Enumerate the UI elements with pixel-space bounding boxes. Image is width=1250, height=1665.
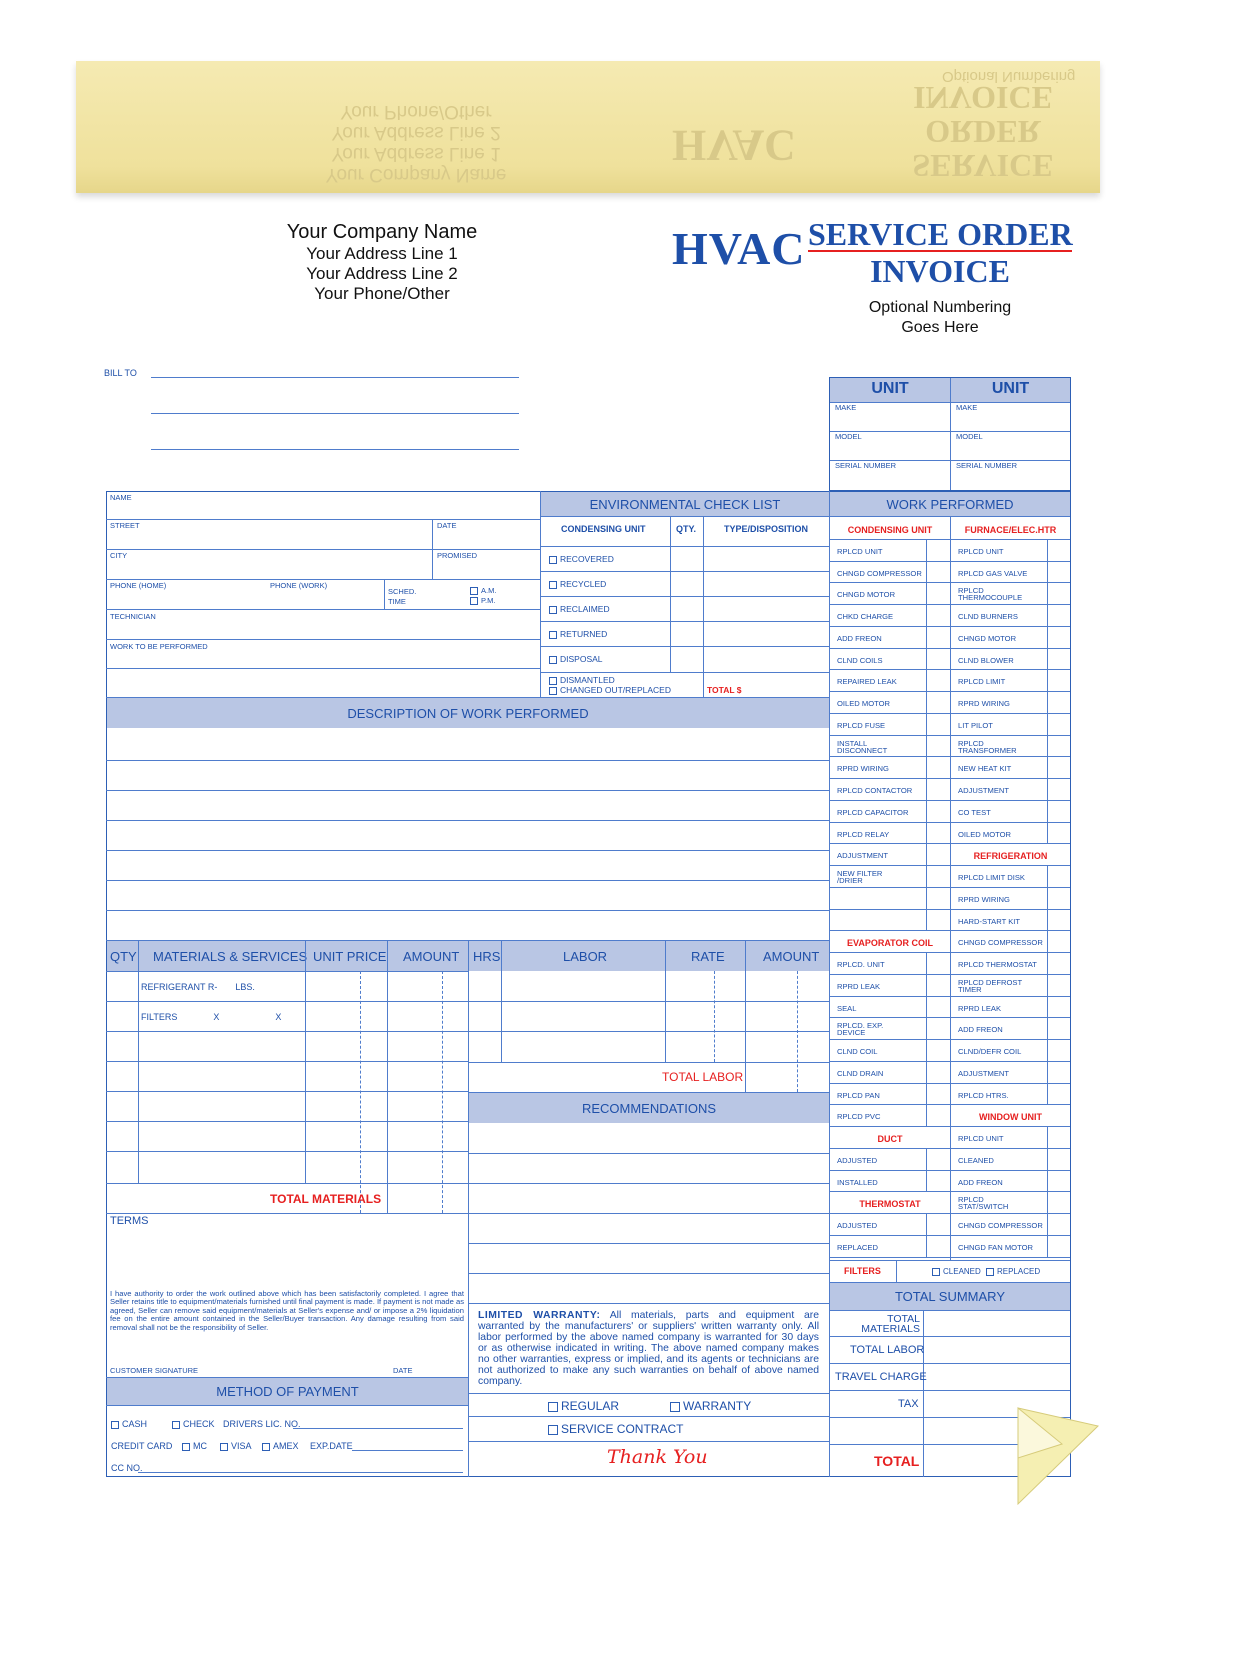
regular-checkbox[interactable]: REGULAR: [548, 1399, 619, 1413]
work-item[interactable]: CHKD CHARGE: [837, 612, 894, 621]
thank-you-script: Thank You: [607, 1446, 708, 1468]
carbon-line3: Your Address Line 2: [331, 122, 501, 143]
description-line[interactable]: [106, 820, 829, 821]
work-item[interactable]: RPLCD FUSE: [837, 720, 886, 730]
terms-label: TERMS: [110, 1215, 149, 1227]
customer-signature-label[interactable]: CUSTOMER SIGNATURE: [110, 1366, 199, 1375]
work-item[interactable]: RPRD WIRING: [837, 764, 889, 774]
total-materials-label: TOTAL MATERIALS: [270, 1192, 382, 1206]
work-item[interactable]: REPLACED: [837, 1242, 878, 1252]
page-curl-icon: [1000, 1386, 1100, 1506]
mat-col-amount: AMOUNT: [403, 949, 460, 964]
labor-col-amount: AMOUNT: [763, 949, 820, 964]
work-section-header: DUCT: [877, 1134, 903, 1144]
materials-row[interactable]: [106, 1031, 468, 1032]
work-item[interactable]: CHNGD COMPRESSOR: [837, 568, 922, 578]
env-item-checkbox[interactable]: RETURNED: [549, 629, 607, 639]
work-item[interactable]: CLND COIL: [837, 1047, 878, 1056]
work-item[interactable]: RPLCD UNIT: [958, 546, 1004, 556]
carbon-line2: Your Address Line 1: [331, 143, 501, 164]
carbon-copy-band: [76, 61, 1100, 193]
drivers-license-field[interactable]: DRIVERS LIC. NO.: [223, 1419, 301, 1429]
promised-field[interactable]: PROMISED: [437, 551, 478, 560]
payment-header: METHOD OF PAYMENT: [107, 1378, 468, 1405]
work-item[interactable]: CHNGD MOTOR: [958, 633, 1017, 643]
dismantled-checkbox[interactable]: DISMANTLED: [549, 675, 615, 685]
work-item[interactable]: CLND DRAIN: [837, 1068, 884, 1078]
warranty-body: All materials, parts and equipment are warranted by the manufacturers' or suppliers' written warranty only. All labor performed by the above named company is warranted for 30 days or as otherwise indicated in writing. The above named company makes no other warranties, express or implied, and its agents or technicians are not authorized to make any such warranties on behalf of above named company.: [478, 1310, 819, 1387]
env-checklist-header: ENVIRONMENTAL CHECK LIST: [541, 492, 829, 516]
work-item[interactable]: RPRD LEAK: [958, 1003, 1002, 1013]
title-rule: [808, 250, 1072, 252]
bill-to-label: BILL TO: [104, 368, 137, 378]
work-section-header: EVAPORATOR COIL: [846, 938, 933, 949]
work-item[interactable]: NEW HEAT KIT: [958, 764, 1012, 774]
work-item[interactable]: NEW FILTER /DRIER: [837, 869, 883, 885]
numbering-line2: Goes Here: [901, 319, 979, 336]
mat-col-qty: QTY: [110, 949, 137, 964]
phone-home-field[interactable]: PHONE (HOME): [110, 581, 167, 590]
recommendation-line[interactable]: [469, 1153, 829, 1154]
work-item[interactable]: CHNGD MOTOR: [837, 590, 896, 600]
work-item[interactable]: ADD FREON: [958, 1177, 1003, 1187]
env-item-checkbox[interactable]: RECLAIMED: [549, 604, 610, 614]
work-item[interactable]: RPLCD LIMIT: [958, 677, 1006, 687]
work-item[interactable]: RPRD WIRING: [958, 699, 1010, 708]
work-section-header: FURNACE/ELEC.HTR: [964, 525, 1057, 535]
title-invoice: INVOICE: [870, 253, 1010, 289]
env-col-type: TYPE/DISPOSITION: [724, 524, 809, 534]
labor-row[interactable]: [469, 1031, 829, 1032]
warranty-title: LIMITED WARRANTY:: [478, 1310, 601, 1321]
work-section-header: WINDOW UNIT: [979, 1112, 1042, 1123]
unit-serial-label[interactable]: SERIAL NUMBER: [835, 461, 896, 470]
carbon-line4: Your Phone/Other: [340, 101, 492, 122]
materials-row[interactable]: [106, 1121, 468, 1122]
work-item[interactable]: ADJUSTMENT: [958, 1068, 1010, 1078]
description-line[interactable]: [106, 880, 829, 881]
total-labor-label: TOTAL LABOR: [662, 1070, 744, 1084]
summary-grand-total[interactable]: TOTAL: [874, 1453, 920, 1469]
phone-work-field[interactable]: PHONE (WORK): [270, 581, 328, 590]
labor-row[interactable]: [469, 1001, 829, 1002]
work-item[interactable]: RPLCD PVC: [837, 1112, 881, 1122]
description-line[interactable]: [106, 850, 829, 851]
carbon-numbering: Optional Numbering: [942, 68, 1076, 85]
description-header: DESCRIPTION OF WORK PERFORMED: [107, 698, 829, 728]
warranty-checkbox[interactable]: WARRANTY: [670, 1399, 751, 1413]
work-item[interactable]: RPLCD GAS VALVE: [958, 568, 1028, 578]
work-item[interactable]: CLEANED: [958, 1155, 994, 1165]
materials-row[interactable]: [106, 1091, 468, 1092]
unit-make-label[interactable]: MAKE: [956, 403, 978, 412]
bill-to-line[interactable]: [151, 413, 519, 414]
work-item[interactable]: RPRD LEAK: [837, 981, 881, 991]
carbon-title1: SERVICE ORDER: [912, 114, 1054, 184]
materials-row[interactable]: [106, 1061, 468, 1062]
work-item[interactable]: REPAIRED LEAK: [837, 677, 897, 687]
check-checkbox[interactable]: CHECK: [172, 1419, 215, 1429]
materials-row[interactable]: [106, 971, 468, 972]
labor-col-labor: LABOR: [563, 949, 608, 964]
hvac-logo: HVAC: [672, 223, 806, 274]
unit-model-label[interactable]: MODEL: [956, 432, 983, 441]
recommendation-line[interactable]: [469, 1243, 829, 1244]
work-item[interactable]: LIT PILOT: [958, 720, 993, 730]
summary-total-labor[interactable]: TOTAL LABOR: [850, 1344, 925, 1356]
mat-col-ms: MATERIALS & SERVICES: [153, 949, 308, 964]
unit-model-label[interactable]: MODEL: [835, 432, 862, 441]
work-to-perform-field[interactable]: WORK TO BE PERFORMED: [110, 642, 208, 651]
mat-col-unit-price: UNIT PRICE: [313, 949, 387, 964]
time-label: TIME: [388, 597, 406, 606]
service-contract-checkbox[interactable]: SERVICE CONTRACT: [548, 1422, 683, 1436]
work-item[interactable]: RPLCD STAT/SWITCH: [958, 1195, 1009, 1212]
numbering-line1: Optional Numbering: [868, 299, 1012, 316]
description-line[interactable]: [106, 790, 829, 791]
recommendation-line[interactable]: [469, 1303, 829, 1304]
visa-checkbox[interactable]: VISA: [220, 1441, 252, 1451]
work-item[interactable]: RPLCD DEFROST TIMER: [958, 977, 1022, 994]
materials-row[interactable]: [106, 1151, 468, 1152]
work-item[interactable]: CO TEST: [958, 807, 991, 817]
recommendations-header: RECOMMENDATIONS: [469, 1093, 829, 1123]
changed-out-checkbox[interactable]: CHANGED OUT/REPLACED: [549, 685, 671, 695]
work-item[interactable]: CLND BLOWER: [958, 655, 1014, 665]
bill-to-line[interactable]: [151, 377, 519, 378]
env-item-checkbox[interactable]: DISPOSAL: [549, 654, 603, 664]
am-checkbox[interactable]: A.M.: [470, 586, 496, 595]
technician-field[interactable]: TECHNICIAN: [110, 612, 156, 621]
work-section-header: CONDENSING UNIT: [847, 525, 933, 535]
work-item[interactable]: ADJUSTMENT: [958, 786, 1010, 795]
filters-label: FILTERS: [844, 1266, 881, 1276]
work-item[interactable]: RPLCD UNIT: [958, 1134, 1004, 1143]
work-item[interactable]: RPLCD THERMOCOUPLE: [958, 586, 1023, 603]
work-section-header: REFRIGERATION: [973, 851, 1048, 862]
company-address-2: Your Address Line 2: [306, 264, 458, 283]
work-item[interactable]: ADJUSTED: [837, 1221, 878, 1230]
work-item[interactable]: INSTALL DISCONNECT: [837, 738, 888, 755]
work-item[interactable]: RPLCD RELAY: [837, 829, 890, 839]
description-line[interactable]: [106, 910, 829, 911]
total-summary-header: TOTAL SUMMARY: [830, 1283, 1070, 1310]
work-item[interactable]: RPLCD CONTACTOR: [837, 786, 913, 795]
env-item-checkbox[interactable]: RECOVERED: [549, 554, 614, 564]
cc-number-field[interactable]: CC NO.: [111, 1463, 143, 1473]
work-item[interactable]: ADD FREON: [958, 1025, 1003, 1035]
company-address-1: Your Address Line 1: [306, 244, 458, 263]
filters-row[interactable]: FILTERS X X: [141, 1012, 282, 1022]
signature-date-label[interactable]: DATE: [393, 1366, 413, 1375]
work-item[interactable]: HARD-START KIT: [958, 916, 1021, 926]
terms-text: I have authority to order the work outlined above which has been satisfactorily completed. I agree that Seller retains title to equipment/materials furnished until final payment is made. If payment is not made as agreed, Seller can remove said equipment/materials at Seller's expense and/ or impose a 2% liquidation fee on the entire amount contained in the Seller/Buyer transaction. Any damage resulting from said removal shall not be the responsibility of Seller.: [110, 1289, 464, 1332]
recommendation-line[interactable]: [469, 1273, 829, 1274]
credit-card-label: CREDIT CARD: [111, 1441, 173, 1451]
carbon-hvac: HVAC: [672, 121, 796, 170]
work-item[interactable]: OILED MOTOR: [837, 699, 891, 708]
labor-col-rate: RATE: [691, 949, 725, 964]
cash-checkbox[interactable]: CASH: [111, 1419, 147, 1429]
unit-make-label[interactable]: MAKE: [835, 403, 857, 412]
materials-row[interactable]: [106, 1001, 468, 1002]
carbon-title2: INVOICE: [913, 80, 1053, 116]
work-item[interactable]: RPLCD. UNIT: [837, 960, 885, 969]
company-name: Your Company Name: [286, 221, 478, 243]
date-field[interactable]: DATE: [437, 521, 457, 530]
unit-header-1: UNIT: [871, 380, 909, 397]
env-item-checkbox[interactable]: RECYCLED: [549, 579, 606, 589]
work-item[interactable]: CHNGD COMPRESSOR: [958, 938, 1043, 948]
work-item[interactable]: ADD FREON: [837, 633, 882, 643]
work-section-header: THERMOSTAT: [859, 1199, 921, 1210]
work-item[interactable]: RPLCD UNIT: [837, 546, 883, 556]
filters-cleaned-checkbox[interactable]: CLEANED: [932, 1267, 981, 1276]
env-col-condensing: CONDENSING UNIT: [561, 524, 646, 534]
work-item[interactable]: RPLCD CAPACITOR: [837, 807, 909, 817]
mc-checkbox[interactable]: MC: [182, 1441, 207, 1451]
work-item[interactable]: CHNGD FAN MOTOR: [958, 1242, 1033, 1252]
work-item[interactable]: CLND/DEFR COIL: [958, 1047, 1022, 1056]
summary-total-materials[interactable]: TOTAL MATERIALS: [861, 1313, 920, 1335]
recommendation-line[interactable]: [469, 1183, 829, 1184]
labor-col-hrs: HRS: [473, 949, 501, 964]
street-field[interactable]: STREET: [110, 521, 140, 530]
carbon-line1: Your Company Name: [325, 164, 507, 185]
title-service-order: SERVICE ORDER: [808, 216, 1073, 252]
work-performed-header: WORK PERFORMED: [830, 492, 1070, 516]
work-item[interactable]: RPLCD THERMOSTAT: [958, 960, 1037, 969]
company-phone: Your Phone/Other: [314, 284, 450, 303]
work-item[interactable]: INSTALLED: [837, 1177, 878, 1187]
summary-travel-charge[interactable]: TRAVEL CHARGE: [835, 1371, 927, 1383]
summary-tax[interactable]: TAX: [898, 1398, 919, 1410]
work-item[interactable]: OILED MOTOR: [958, 829, 1012, 839]
amex-checkbox[interactable]: AMEX: [262, 1441, 299, 1451]
env-total-label: TOTAL $: [707, 685, 742, 695]
work-item[interactable]: RPLCD HTRS.: [958, 1090, 1009, 1100]
filters-replaced-checkbox[interactable]: REPLACED: [986, 1267, 1040, 1276]
work-item[interactable]: CHNGD COMPRESSOR: [958, 1221, 1043, 1230]
work-item[interactable]: RPRD WIRING: [958, 894, 1010, 904]
work-item[interactable]: RPLCD LIMIT DISK: [958, 873, 1025, 882]
pm-checkbox[interactable]: P.M.: [470, 596, 495, 605]
unit-header-2: UNIT: [991, 380, 1030, 397]
warranty-text: [478, 1310, 819, 1387]
env-col-qty: QTY.: [676, 524, 697, 534]
bill-to-line[interactable]: [151, 449, 519, 450]
unit-serial-label[interactable]: SERIAL NUMBER: [956, 461, 1017, 470]
work-item[interactable]: RPLCD TRANSFORMER: [958, 738, 1017, 755]
work-item[interactable]: CLND COILS: [837, 655, 883, 665]
work-item[interactable]: ADJUSTED: [837, 1155, 878, 1165]
recommendation-line[interactable]: [469, 1213, 829, 1214]
work-item[interactable]: RPLCD PAN: [837, 1090, 880, 1100]
work-item[interactable]: CLND BURNERS: [958, 612, 1018, 621]
work-item[interactable]: SEAL: [837, 1003, 857, 1013]
description-line[interactable]: [106, 760, 829, 761]
exp-date-field[interactable]: EXP.DATE: [310, 1441, 353, 1451]
name-field[interactable]: NAME: [110, 493, 132, 502]
refrigerant-row[interactable]: REFRIGERANT R- LBS.: [141, 982, 255, 992]
work-item[interactable]: ADJUSTMENT: [837, 851, 889, 861]
sched-label: SCHED.: [388, 587, 417, 596]
work-item[interactable]: RPLCD. EXP. DEVICE: [837, 1021, 884, 1038]
city-field[interactable]: CITY: [110, 551, 128, 560]
